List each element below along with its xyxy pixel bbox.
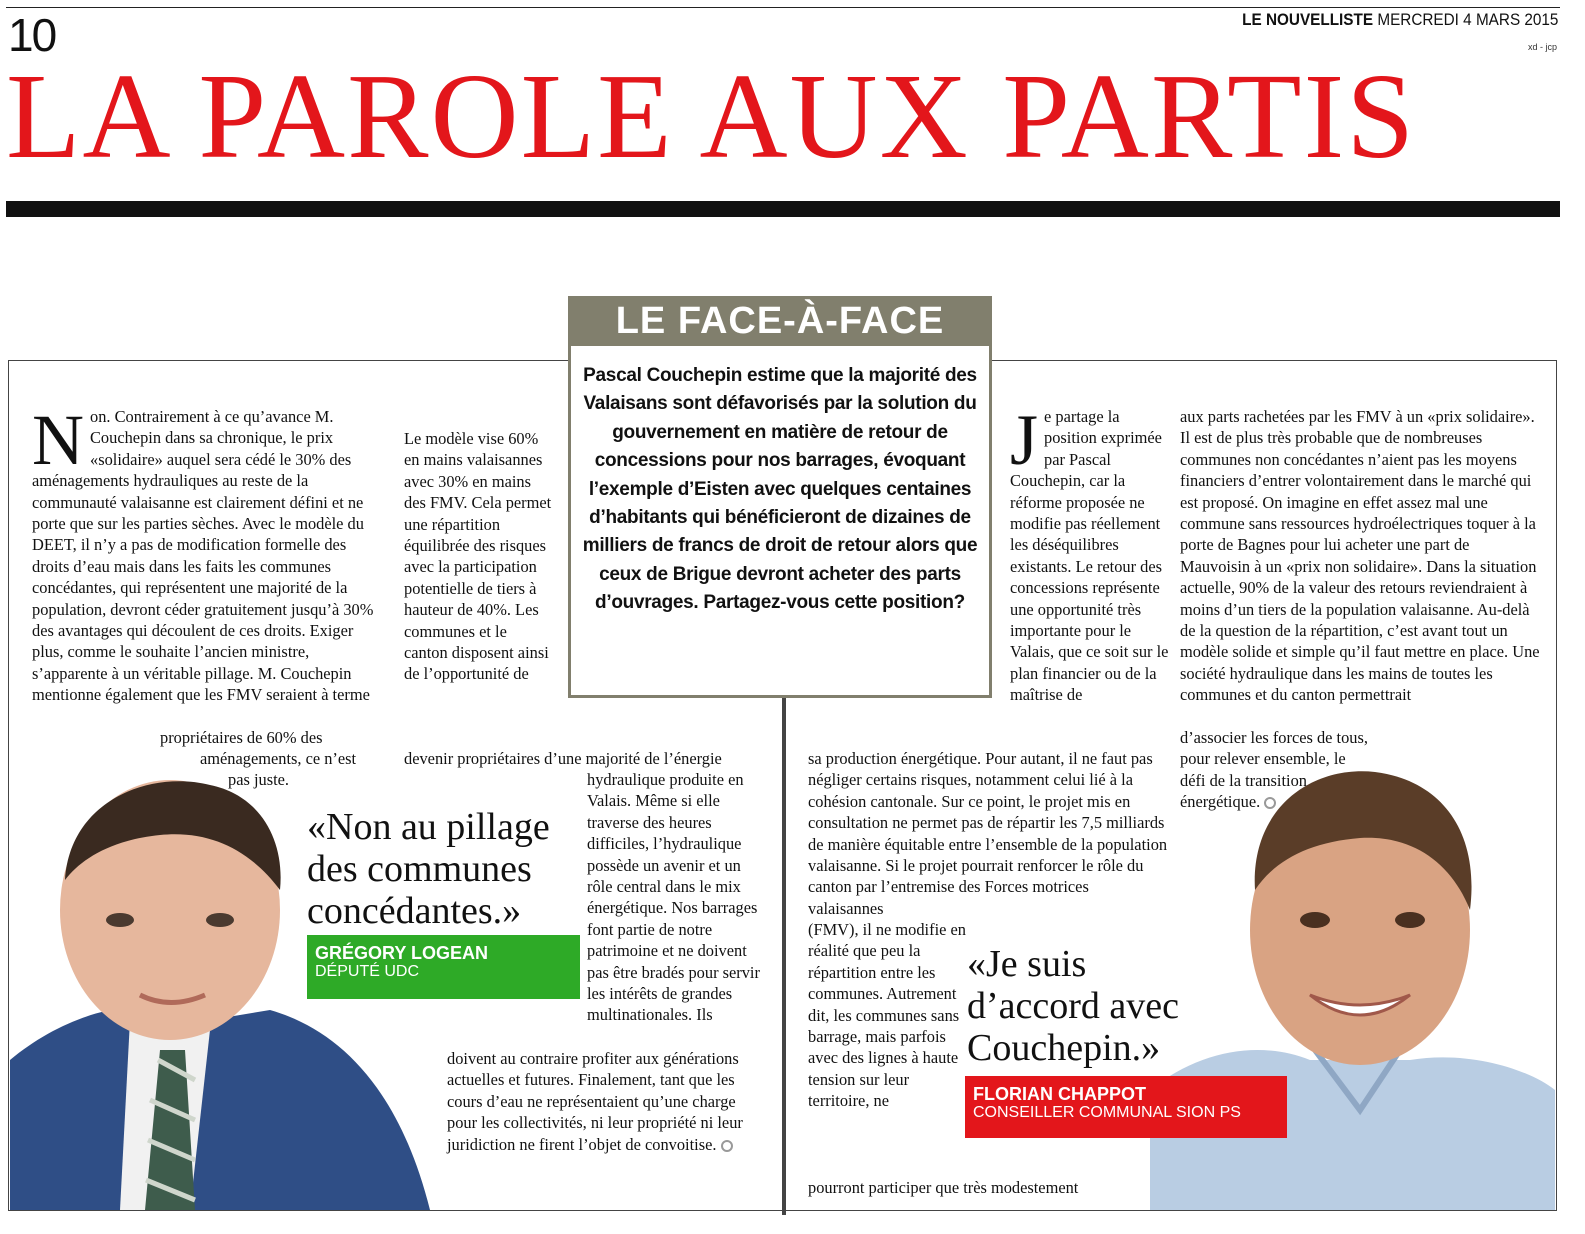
- chappot-text-1b: sa production énergétique. Pour autant, il ne faut pas négliger certains risques, notamment celui lié à la cohésion cantonale. Sur ce point, le projet mis en consultation ne permet pas de répartir les 7,5 milliards de manière équitable entre l’ensemble de la population valaisanne. Si le projet pourrait renforcer le rôle du canton par l’entremise des Forces motrices valaisannes: [808, 749, 1168, 918]
- chappot-quote-line: d’accord avec: [967, 985, 1180, 1027]
- chappot-quote-line: «Je suis: [967, 943, 1087, 985]
- florian-chappot-photo: [1150, 760, 1555, 1210]
- face-a-face-title: LE FACE-À-FACE: [568, 296, 992, 346]
- end-mark-icon: [1264, 797, 1276, 809]
- issue-date: MERCREDI 4 MARS 2015: [1376, 10, 1558, 29]
- logean-text-1d: pas juste.: [228, 770, 290, 789]
- face-a-face-question: Pascal Couchepin estime que la majorité des Valaisans sont défavorisés par la solution du gouvernement en matière de retour de concessions pour nos barrages, évoquant l’exemple d’Eisten avec quelques centaines d’habitants qui bénéficieront de dizaines de milliers de francs de droit de retour alors que ceux de Brigue devront acheter des parts d’ouvrages. Partagez-vous cette position?: [582, 365, 978, 614]
- page-number: 10: [8, 9, 56, 61]
- chappot-name: FLORIAN CHAPPOT: [973, 1084, 1146, 1104]
- logean-text-1-body: on. Contrairement à ce qu’avance M. Couchepin dans sa chronique, le prix «solidaire» auquel sera cédé le 30% des aménagements hydrauliques au reste de la communauté valaisanne est clairement défini et ne porte que sur les parties sèches. Avec le modèle du DEET, il n’y a pas de modification formelle des droits d’eau mais dans les faits les communes concédantes, qui représentent une majorité de la population, devront céder gratuitement jusqu’à 30% des avantages qui découlent de ces droits. Exiger plus, comme le souhaite l’ancien ministre, s’apparente à un véritable pillage. M. Couchepin mentionne également que les FMV seraient à terme: [32, 407, 374, 705]
- logean-name-tag: [307, 935, 580, 999]
- chappot-text-1-body: e partage la position exprimée par Pascal Couchepin, car la réforme proposée ne modifie pas réellement les déséquilibres existants. Le retour des concessions représente une opportunité très importante pour le Valais, que ce soit sur le plan financier ou de la maîtrise de: [1010, 407, 1169, 705]
- chappot-quote-line: Couchepin.»: [967, 1027, 1161, 1069]
- logean-name: GRÉGORY LOGEAN: [315, 943, 489, 963]
- publication-name: LE NOUVELLISTE: [1241, 10, 1373, 29]
- logean-quote: [307, 806, 550, 932]
- dropcap-j: J: [1010, 400, 1039, 480]
- masthead: [1242, 10, 1558, 30]
- dropcap-n: N: [32, 400, 84, 480]
- chappot-role: CONSEILLER COMMUNAL SION PS: [973, 1104, 1241, 1121]
- logean-quote-line: «Non au pillage: [307, 806, 550, 848]
- logean-text-1b: propriétaires de 60% des: [160, 728, 323, 747]
- logean-text-2b: devenir propriétaires d’une majorité de l’énergie: [404, 749, 722, 768]
- end-mark-icon: [721, 1140, 733, 1152]
- page-headline: LA PAROLE AUX PARTIS: [6, 49, 1417, 184]
- page-credit: xd - jcp: [1527, 42, 1557, 52]
- logean-quote-line: des communes: [307, 848, 532, 890]
- chappot-text-1c: (FMV), il ne modifie en réalité que peu la répartition entre les communes. Autrement dit, les communes sans barrage, mais parfois avec des lignes à haute tension sur leur territoire, ne: [808, 920, 966, 1111]
- top-rule: [6, 7, 1560, 8]
- logean-text-1c: aménagements, ce n’est: [200, 749, 357, 768]
- chappot-text-1d: pourront participer que très modestement: [808, 1178, 1079, 1197]
- column-divider: [782, 695, 786, 1215]
- chappot-text-2b-body: d’associer les forces de tous, pour relever ensemble, le défi de la transition énergétique.: [1180, 728, 1368, 812]
- chappot-name-tag: [965, 1076, 1287, 1138]
- logean-text-2d: [447, 1048, 757, 1155]
- logean-text-2d-body: doivent au contraire profiter aux générations actuelles et futures. Finalement, tant que les cours d’eau ne représentaient qu’une charge pour les collectivités, ni leur propriété ni leur juridiction ne firent l’objet de convoitise.: [447, 1049, 743, 1154]
- logean-role: DÉPUTÉ UDC: [315, 963, 420, 980]
- logean-quote-line: concédantes.»: [307, 890, 522, 932]
- chappot-text-2b: [1180, 727, 1370, 813]
- chappot-text-2: aux parts rachetées par les FMV à un «prix solidaire». Il est de plus très probable que de nombreuses communes non concédantes n’aient pas les moyens financiers d’entrer volontairement dans le marché qui est proposé. On imagine en effet assez mal une commune sans ressources hydroélectriques toquer à la porte de Bagnes pour lui acheter une part de Mauvoisin à un «prix non solidaire». Dans la situation actuelle, 90% de la valeur des retours reviendraient à moins d’un tiers de la population valaisanne. Au-delà de la question de la répartition, c’est avant tout un modèle solide et simple qu’il faut mettre en place. Une société hydraulique dans les mains de toutes les communes et du canton permettrait: [1180, 407, 1540, 705]
- headline-bar: [6, 201, 1560, 217]
- logean-text-2c: hydraulique produite en Valais. Même si elle traverse des heures difficiles, l’hydraulique possède un avenir et un rôle central dans le mix énergétique. Nos barrages font partie de notre patrimoine et ne doivent pas être bradés pour servir les intérêts de grandes multinationales. Ils: [587, 770, 760, 1025]
- logean-text-2: Le modèle vise 60% en mains valaisannes avec 30% en mains des FMV. Cela permet une répartition équilibrée des risques avec la participation potentielle de tiers à hauteur de 40%. Les communes et le canton disposent ainsi de l’opportunité de: [404, 429, 552, 684]
- logean-text-1: [32, 400, 382, 706]
- chappot-quote: [967, 943, 1179, 1069]
- chappot-text-1: [1010, 400, 1170, 706]
